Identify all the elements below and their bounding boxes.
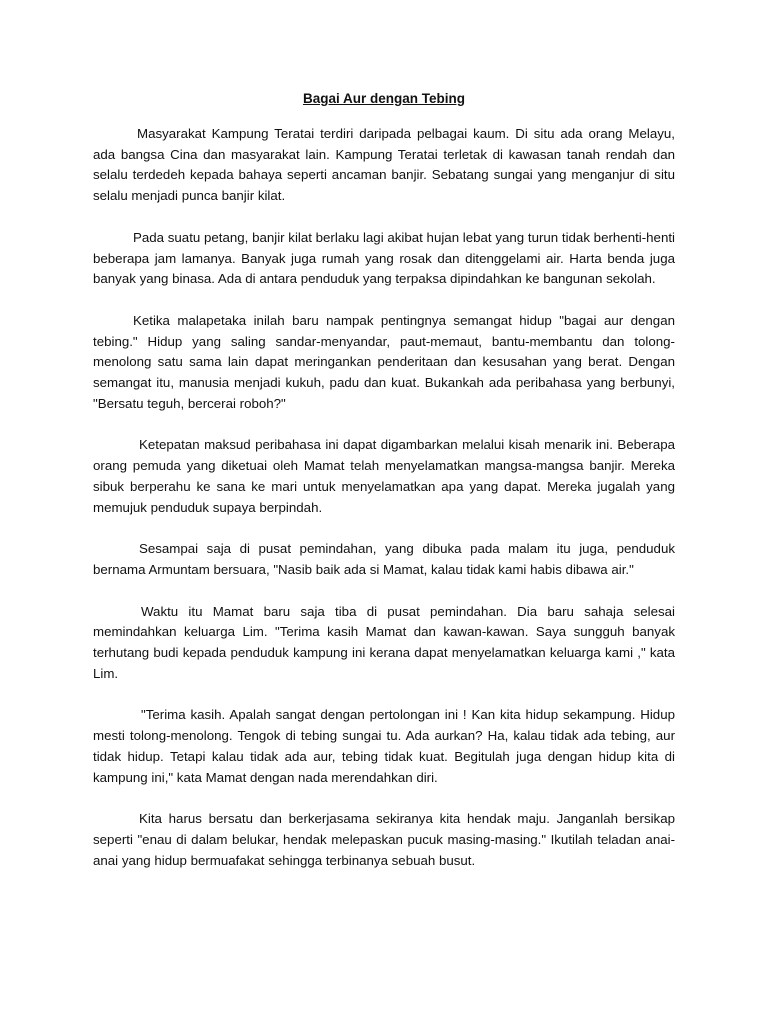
paragraph-4: Ketepatan maksud peribahasa ini dapat digambarkan melalui kisah menarik ini. Beberapa orang pemuda yang diketuai oleh Mamat telah menyelamatkan mangsa-mangsa banjir. Mereka sibuk berperahu ke sana ke mari untuk menyelamatkan apa yang dapat. Mereka jugalah yang memujuk penduduk supaya berpindah.	[93, 437, 675, 515]
paragraph-2: Pada suatu petang, banjir kilat berlaku lagi akibat hujan lebat yang turun tidak berhenti-henti beberapa jam lamanya. Banyak juga rumah yang rosak dan ditenggelami air. Harta benda juga banyak yang binasa. Ada di antara penduduk yang terpaksa dipindahkan ke bangunan sekolah.	[93, 229, 675, 287]
paragraph-7: "Terima kasih. Apalah sangat dengan pertolongan ini ! Kan kita hidup sekampung. Hidup mesti tolong-menolong. Tengok di tebing sungai tu. Ada aurkan? Ha, kalau tidak ada tebing, aur tidak hidup. Tetapi kalau tidak ada aur, tebing tidak kuat. Begitulah juga dengan hidup kita di kampung ini," kata Mamat dengan nada merendahkan diri.	[93, 707, 675, 785]
page-title: Bagai Aur dengan Tebing	[302, 91, 465, 106]
essay-body	[93, 124, 675, 892]
paragraph-3: Ketika malapetaka inilah baru nampak pentingnya semangat hidup "bagai aur dengan tebing." Hidup yang saling sandar-menyandar, paut-memaut, bantu-membantu dan tolong-menolong satu sama lain dapat meringankan penderitaan dan kesusahan yang berat. Dengan semangat itu, manusia menjadi kukuh, padu dan kuat. Bukankah ada peribahasa yang berbunyi, "Bersatu teguh, bercerai roboh?"	[93, 312, 675, 411]
paragraph-6: Waktu itu Mamat baru saja tiba di pusat pemindahan. Dia baru sahaja selesai memindahkan keluarga Lim. "Terima kasih Mamat dan kawan-kawan. Saya sungguh banyak terhutang budi kepada penduduk kampung ini kerana dapat menyelamatkan keluarga kami ," kata Lim.	[93, 603, 675, 681]
paragraph-5: Sesampai saja di pusat pemindahan, yang dibuka pada malam itu juga, penduduk bernama Armuntam bersuara, "Nasib baik ada si Mamat, kalau tidak kami habis dibawa air."	[93, 541, 675, 577]
paragraph-8: Kita harus bersatu dan berkerjasama sekiranya kita hendak maju. Janganlah bersikap seperti "enau di dalam belukar, hendak melepaskan pucuk masing-masing." Ikutilah teladan anai-anai yang hidup bermuafakat sehingga terbinanya sebuah busut.	[93, 811, 675, 868]
paragraph-1: Masyarakat Kampung Teratai terdiri daripada pelbagai kaum. Di situ ada orang Melayu, ada bangsa Cina dan masyarakat lain. Kampung Teratai terletak di kawasan tanah rendah dan selalu terdedeh kepada bahaya seperti ancaman banjir. Sebatang sungai yang menganjur di situ selalu menjadi punca banjir kilat.	[93, 126, 675, 204]
